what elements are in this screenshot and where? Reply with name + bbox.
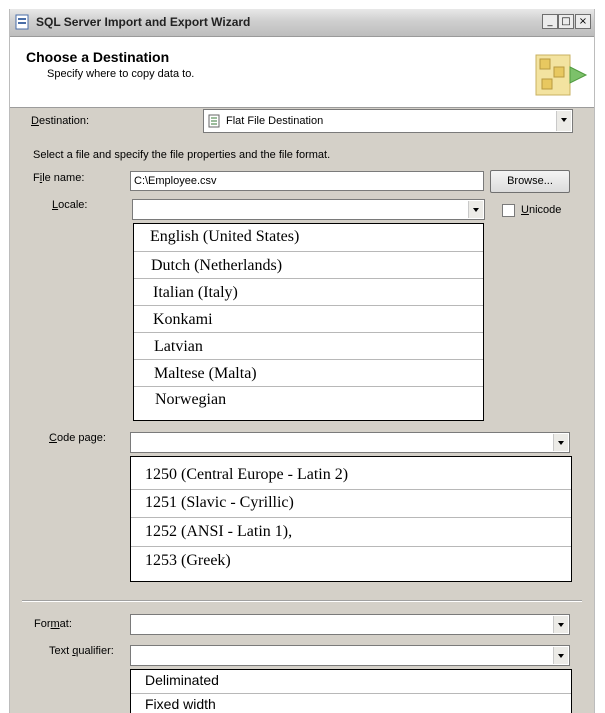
- flat-file-icon: [208, 114, 221, 128]
- list-item[interactable]: 1250 (Central Europe - Latin 2): [145, 466, 349, 483]
- chevron-down-icon[interactable]: [556, 111, 571, 131]
- format-label: Format:: [34, 618, 72, 630]
- unicode-label: Unicode: [521, 204, 562, 216]
- format-options-list[interactable]: [130, 669, 572, 713]
- maximize-button[interactable]: □: [558, 14, 574, 29]
- browse-button[interactable]: Browse...: [490, 170, 570, 193]
- locale-dropdown-list[interactable]: [133, 223, 484, 421]
- locale-combo[interactable]: [132, 199, 485, 220]
- minimize-button[interactable]: _: [542, 14, 558, 29]
- destination-label: Destination:: [31, 115, 90, 127]
- list-item[interactable]: 1252 (ANSI - Latin 1),: [131, 517, 571, 547]
- code-page-dropdown-list[interactable]: [130, 456, 572, 582]
- list-item[interactable]: Latvian: [134, 332, 483, 360]
- destination-wizard-icon: [530, 45, 588, 101]
- chevron-down-icon[interactable]: [553, 434, 568, 451]
- title-bar[interactable]: [10, 9, 594, 37]
- code-page-combo[interactable]: [130, 432, 570, 453]
- list-item[interactable]: Fixed width: [131, 693, 571, 713]
- chevron-down-icon[interactable]: [553, 616, 568, 633]
- wizard-window: [9, 9, 595, 713]
- text-qualifier-label: Text qualifier:: [49, 645, 114, 657]
- format-combo[interactable]: [130, 614, 570, 635]
- section-divider: [22, 600, 582, 602]
- list-item[interactable]: 1251 (Slavic - Cyrillic): [131, 489, 571, 518]
- chevron-down-icon[interactable]: [468, 201, 483, 218]
- file-name-label: File name:: [33, 172, 85, 184]
- instruction-text: Select a file and specify the file properties and the file format.: [33, 149, 331, 161]
- text-qualifier-combo[interactable]: [130, 645, 570, 666]
- locale-label: Locale:: [52, 199, 88, 211]
- list-item[interactable]: Konkami: [134, 305, 483, 333]
- list-item[interactable]: Norwegian: [134, 386, 483, 421]
- list-item[interactable]: Dutch (Netherlands): [134, 251, 483, 279]
- page-title: Choose a Destination: [26, 49, 170, 65]
- destination-combo[interactable]: [203, 109, 573, 133]
- wizard-header: [10, 37, 594, 108]
- page-subtitle: Specify where to copy data to.: [47, 68, 195, 80]
- list-item[interactable]: English (United States): [150, 228, 300, 245]
- chevron-down-icon[interactable]: [553, 647, 568, 664]
- window-title: SQL Server Import and Export Wizard: [36, 15, 251, 29]
- destination-value: Flat File Destination: [226, 115, 324, 127]
- list-item[interactable]: Italian (Italy): [134, 278, 483, 306]
- unicode-checkbox[interactable]: [502, 204, 515, 217]
- code-page-label: Code page:: [49, 432, 106, 444]
- close-button[interactable]: ×: [575, 14, 591, 29]
- file-name-input[interactable]: [130, 171, 484, 191]
- wizard-app-icon: [15, 14, 29, 30]
- file-name-value: C:\Employee.csv: [134, 175, 217, 187]
- list-item[interactable]: 1253 (Greek): [131, 546, 571, 582]
- list-item[interactable]: Deliminated: [145, 672, 219, 688]
- list-item[interactable]: Maltese (Malta): [134, 359, 483, 387]
